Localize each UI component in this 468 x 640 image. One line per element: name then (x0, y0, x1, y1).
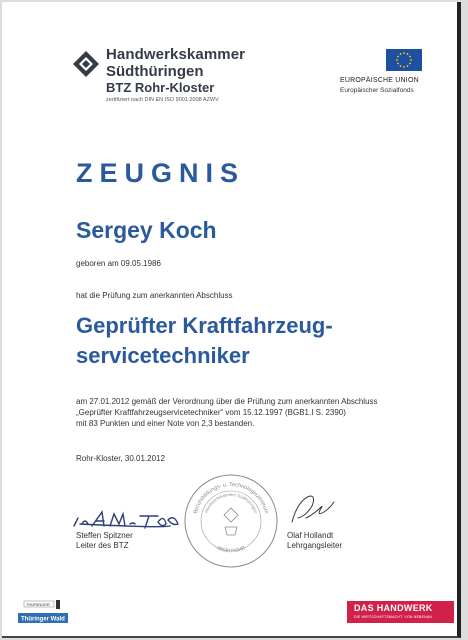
eu-star-icon (409, 63, 411, 65)
footer-right-logo-sub: DIE WIRTSCHAFTSMACHT. VON NEBENAN. (354, 615, 434, 619)
org-name: Handwerkskammer (106, 46, 246, 63)
org-center: BTZ Rohr-Kloster (106, 80, 215, 95)
handwerkskammer-logo-icon (72, 50, 100, 78)
qualification-line-2: servicetechniker (76, 343, 250, 368)
svg-text:98530 ROHR (216, 545, 247, 554)
esf-label: Europäischer Sozialfonds (340, 87, 414, 94)
place-date: Rohr-Kloster, 30.01.2012 (76, 454, 165, 463)
thueringer-wald-logo-icon (18, 599, 68, 624)
eu-star-icon (397, 56, 399, 58)
footer-left-logo-bottom: Thüringer Wald (21, 616, 65, 623)
signature-left-icon (70, 502, 190, 532)
eu-star-icon (400, 53, 402, 55)
signatory-right-name: Olaf Hollandt (287, 531, 334, 540)
result-line-3: mit 83 Punkten und einer Note von 2,3 bestanden. (76, 419, 255, 428)
seal-bottom-text: 98530 ROHR (215, 545, 247, 555)
certificate-title: ZEUGNIS (76, 158, 246, 188)
birth-date: geboren am 09.05.1986 (76, 259, 161, 268)
seal-outer-text: Berufsbildungs- u. Technologiezentrum (192, 481, 270, 515)
signature-right-icon (286, 488, 346, 528)
eu-label: EUROPÄISCHE UNION (340, 77, 419, 84)
footer-left-logo-top: THÜRINGER (26, 602, 50, 607)
signatory-left-name: Steffen Spitzner (76, 531, 133, 540)
eu-flag-icon (386, 49, 422, 71)
eu-star-icon (400, 65, 402, 67)
qualification-line-1: Geprüfter Kraftfahrzeug- (76, 313, 333, 338)
signatory-left-role: Leiter des BTZ (76, 541, 129, 550)
certificate-page (2, 2, 461, 638)
recipient-name: Sergey Koch (76, 217, 217, 243)
eu-star-icon (403, 52, 405, 54)
seal-inner-text: Handwerkskammer Südthüringen (203, 491, 259, 514)
certification-note: zertifiziert nach DIN EN ISO 9001:2008 AZWV (106, 97, 219, 103)
official-seal-icon (182, 472, 280, 570)
eu-star-icon (403, 66, 405, 68)
eu-star-icon (407, 65, 409, 67)
footer-right-logo-main: DAS HANDWERK (354, 603, 433, 613)
signatory-right-role: Lehrgangsleiter (287, 541, 343, 550)
exam-intro: hat die Prüfung zum anerkannten Abschluss (76, 291, 233, 300)
eu-star-icon (397, 63, 399, 65)
org-region: Südthüringen (106, 63, 204, 80)
eu-star-icon (409, 56, 411, 58)
result-line-1: am 27.01.2012 gemäß der Verordnung über die Prüfung zum anerkannten Abschluss (76, 397, 378, 406)
eu-star-icon (410, 59, 412, 61)
eu-star-icon (396, 59, 398, 61)
eu-star-icon (407, 53, 409, 55)
svg-text:Handwerkskammer Südthüringen (203, 492, 258, 514)
result-line-2: „Geprüfter Kraftfahrzeugservicetechniker“ vom 15.12.1997 (BGB1.I S. 2390) (76, 408, 346, 417)
